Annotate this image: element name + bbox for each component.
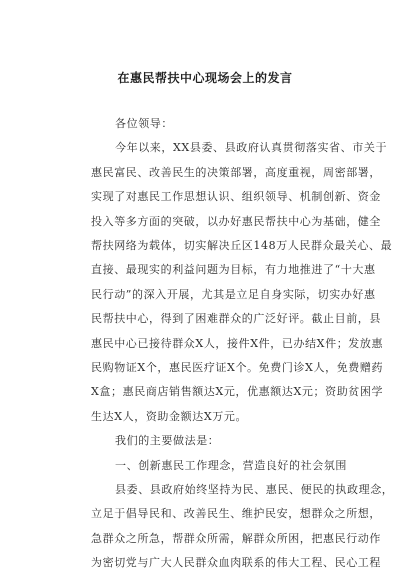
body-text-line: 民帮扶中心，得到了困难群众的广泛好评。截止目前，县 (91, 312, 381, 326)
body-text-line: 投入等多方面的突破，以办好惠民帮扶中心为基础，健全 (91, 214, 381, 228)
body-text-line: 我们的主要做法是： (115, 434, 220, 448)
body-text-line: 急群众之所急，帮群众所需，解群众所困，把惠民行动作 (91, 531, 381, 545)
body-text-line: 惠民富民、改善民生的决策部署，高度重视，周密部署， (91, 165, 381, 179)
body-text-line: 惠民中心已接待群众X人，接件X件，已办结X件；发放惠 (91, 336, 384, 350)
body-text-line: 民行动”的深入开展，尤其是立足自身实际，切实办好惠 (91, 287, 376, 301)
body-text-line: 立足于倡导民和、改善民生、维护民安，想群众之所想， (91, 507, 381, 521)
body-text-line: X盒；惠民商店销售额达X元，优惠额达X元；资助贫困学 (91, 385, 384, 399)
body-text-line: 民购物证X个，惠民医疗证X个。免费门诊X人，免费赠药 (91, 361, 384, 374)
body-text-line: 生达X人，资助金额达X万元。 (91, 409, 248, 423)
body-text-line: 今年以来，XX县委、县政府认真贯彻落实省、市关于 (115, 141, 388, 155)
body-text-line: 直接、最现实的利益问题为目标，有力地推进了“十大惠 (91, 263, 376, 277)
body-text-line: 各位领导： (115, 117, 173, 130)
body-text-line: 为密切党与广大人民群众血肉联系的伟大工程、民心工程 (91, 556, 381, 570)
body-text-line: 县委、县政府始终坚持为民、惠民、便民的执政理念， (115, 483, 394, 496)
document-title: 在惠民帮扶中心现场会上的发言 (117, 71, 293, 85)
body-text-line: 帮扶网络为载体，切实解决丘区148万人民群众最关心、最 (91, 239, 393, 252)
body-text-line: 实现了对惠民工作思想认识、组织领导、机制创新、资金 (91, 190, 381, 204)
body-text-line: 一、创新惠民工作理念，营造良好的社会氛围 (115, 458, 347, 472)
